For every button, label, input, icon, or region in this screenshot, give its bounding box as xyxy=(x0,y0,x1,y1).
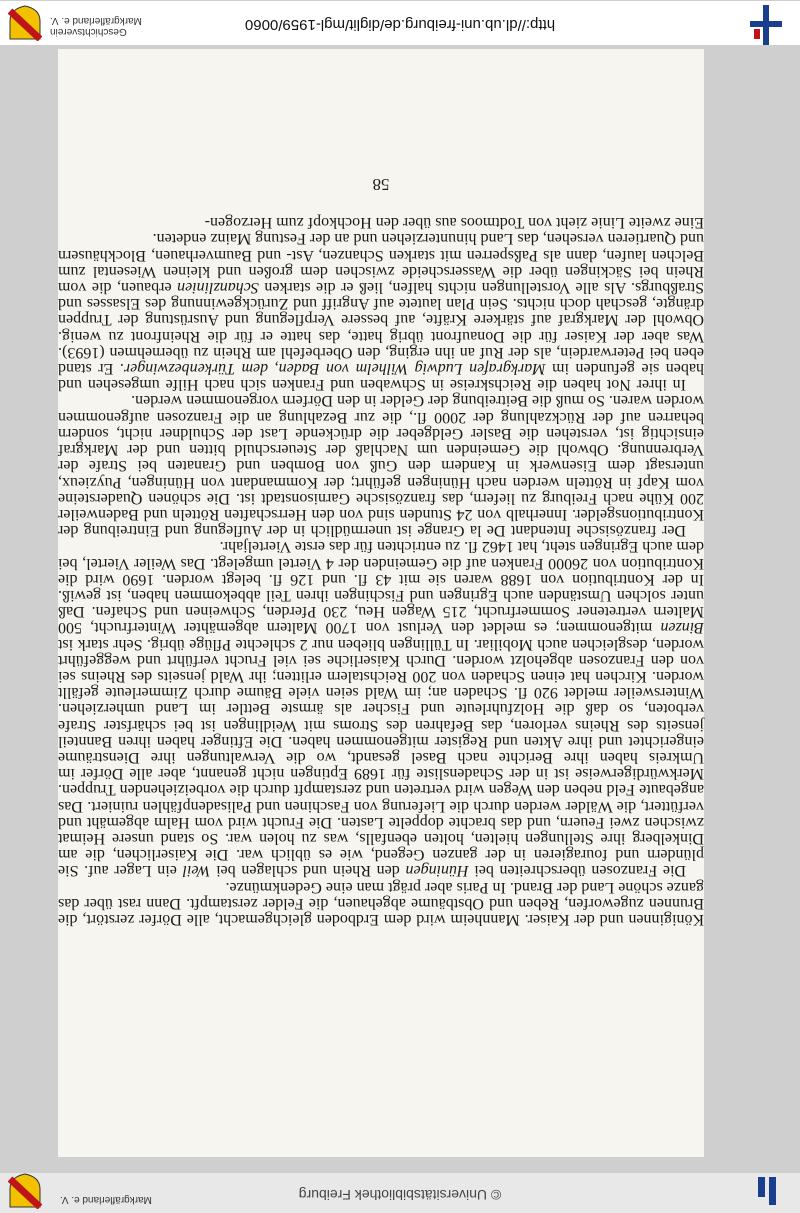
crest-icon xyxy=(8,1173,42,1209)
institution-label: Markgräflerland e. V. xyxy=(60,1194,152,1205)
university-logo-icon xyxy=(746,1171,786,1211)
page-body xyxy=(58,176,704,927)
paragraph-tail: Eine zweite Linie zieht von Todtmoos aus über den Hochkopf zum Herzogen- xyxy=(204,214,704,232)
paragraph-3: Der französische Intendant De la Grange ist unermüdlich in der Auflegung und Eintreibung der Kontributionsgelder. Innerhalb von 24 Stunden sind von den Herrschaften Rötteln und Badenweiler 200 Kühe nach Freiburg zu liefern, das französische Garnisonstadt ist. Die schönen Quadersteine vom Kapf in Rötteln werden nach Hüningen geführt; der Kommandant von Hüningen, Puyzieux, untersagt dem Eisenwerk in Kandern den Guß von Bomben und Granaten bei Strafe der Verbrennung. Obwohl die Gemeinden um Nachlaß der Steuerschuld bitten und der Markgraf einsichtig ist, verstehen die Basler Geldgeber die drückende Last der Schuldner nicht, sondern beharren auf der Rückzahlung der 2000 fl., die zur Bezahlung an die Franzosen aufgenommen worden waren. So muß die Beitreibung der Gelder in den Dörfern vorgenommen werden. xyxy=(58,392,704,540)
paragraph-1: Königinnen und der Kaiser. Mannheim wird dem Erdboden gleichgemacht, alle Dörfer zerstört, die Brunnen zugeworfen, Reben und Obstbäume abgehauen, die Felder zerstampft. Dann rast über das ganze schöne Land der Brand. In Paris aber prägt man eine Gedenkmünze. xyxy=(58,878,704,928)
paragraph-4: In ihrer Not haben die Reichskreise in Schwaben und Franken sich nach Hilfe umgesehen und haben sie gefunden im Markgrafen Ludwig Wilhelm von Baden, dem Türkenbezwinger. Er stand eben bei Peterwardein, als der Ruf an ihn erging, den Oberbefehl am Rhein zu übernehmen (1693). Was aber der Kaiser für die Donaufront übrig hatte, das hatte er für die Rheinfront zu wenig. Obwohl der Markgraf auf stärkere Kräfte, auf bessere Verpflegung und Ausrüstung der Truppen drängte, geschah doch nichts. Sein Plan lautete auf Angriff und Zurückgewinnung des Elsasses und Straßburgs. Als alle Vorstellungen nichts halfen, ließ er die starken Schanzlinien erbauen, die vom Rhein bei Säckingen über die Wasserscheide zwischen dem großen und kleinen Wiesental zum Belchen laufen, dann als Paßsperren mit starken Schanzen, Ast- und Baumverhauen, Blockhäusern und Quartieren versehen, das Land hinunterziehen und an der Festung Mainz endeten. xyxy=(57,230,704,394)
viewer-header xyxy=(0,1173,800,1213)
page-url[interactable]: http://dl.ub.uni-freiburg.de/diglit/mgl-1959/0060 xyxy=(244,16,556,33)
scanned-book-page xyxy=(58,49,704,1157)
paragraph-2: Die Franzosen überschreiten bei Hüningen den Rhein und schlagen bei Weil ein Lager auf. Sie plündern und fouragieren in der ganzen Gegend, wie es üblich war. Die Kaiserlichen, die am Dinkelberg ihre Stellungen hielten, holten ebenfalls, was zu holen war. So stand unsere Heimat zwischen zwei Feuern, und das brachte doppelte Lasten. Die Frucht wird vom Halm abgemäht und verfüttert, die Wälder werden durch die Lieferung von Faschinen und Palisadenpfählen ruiniert. Das angebaute Feld neben den Wegen wird vertreten und zerstampft durch die vorbeiziehenden Truppen. Merkwürdigerweise ist in der Schadensliste für 1689 Eptingen nicht genannt, aber alle Dörfer im Umkreis haben ihre Berichte nach Basel gesandt, wo die Verwaltungen ihre Diensträume eingerichtet und ihre Akten und Register mitgenommen haben. Die Eftinger haben ihren Bannteil jenseits des Rheins verloren, das Befahren des Stroms mit Weidlingen ist bei schärfster Strafe verboten, so daß die Holzfuhrleute und Fischer als ärmste Bettler im Land umherziehen. Wintersweiler meldet 920 fl. Schaden an; im Wald seien viele Bäume durch Zimmerleute gefällt worden. Kirchen hat einen Schaden von 200 Reichstalern erlitten; ihr Wald jenseits des Rheins sei von den Franzosen abgeholzt worden. Durch Kaiserliche sei viel Frucht verführt und weggeführt worden, desgleichen auch Mobiliar. In Tüllingen blieben nur 2 schlechte Pflüge übrig. Sehr stark ist Binzen mitgenommen; es meldet den Verlust von 1700 Maltern abgemähter Winterfrucht, 500 Maltern vertretener Sommerfrucht, 215 Wagen Heu, 230 Pferden, Schweinen und Schafen. Daß unter solchen Umständen auch Egringen und Fischingen ihren Teil abbekommen haben, ist gewiß. In der Kontribution von 1688 waren sie mit 43 fl. und 126 fl. belegt worden. 1690 wird die Kontribution von 26000 Franken auf die Gemeinden der 4 Viertel umgelegt. Das Weiler Viertel, bei dem auch Egringen steht, hat 1462 fl. zu entrichten für das erste Vierteljahr. xyxy=(58,538,704,880)
institution-label: Geschichtsverein Markgräflerland e. V. xyxy=(50,15,142,37)
copyright-notice: © Universitätsbibliothek Freiburg xyxy=(298,1187,502,1203)
page-number: 58 xyxy=(372,175,390,195)
crest-icon xyxy=(8,5,42,41)
viewer-footer xyxy=(0,1,800,45)
university-logo-icon xyxy=(746,5,786,45)
